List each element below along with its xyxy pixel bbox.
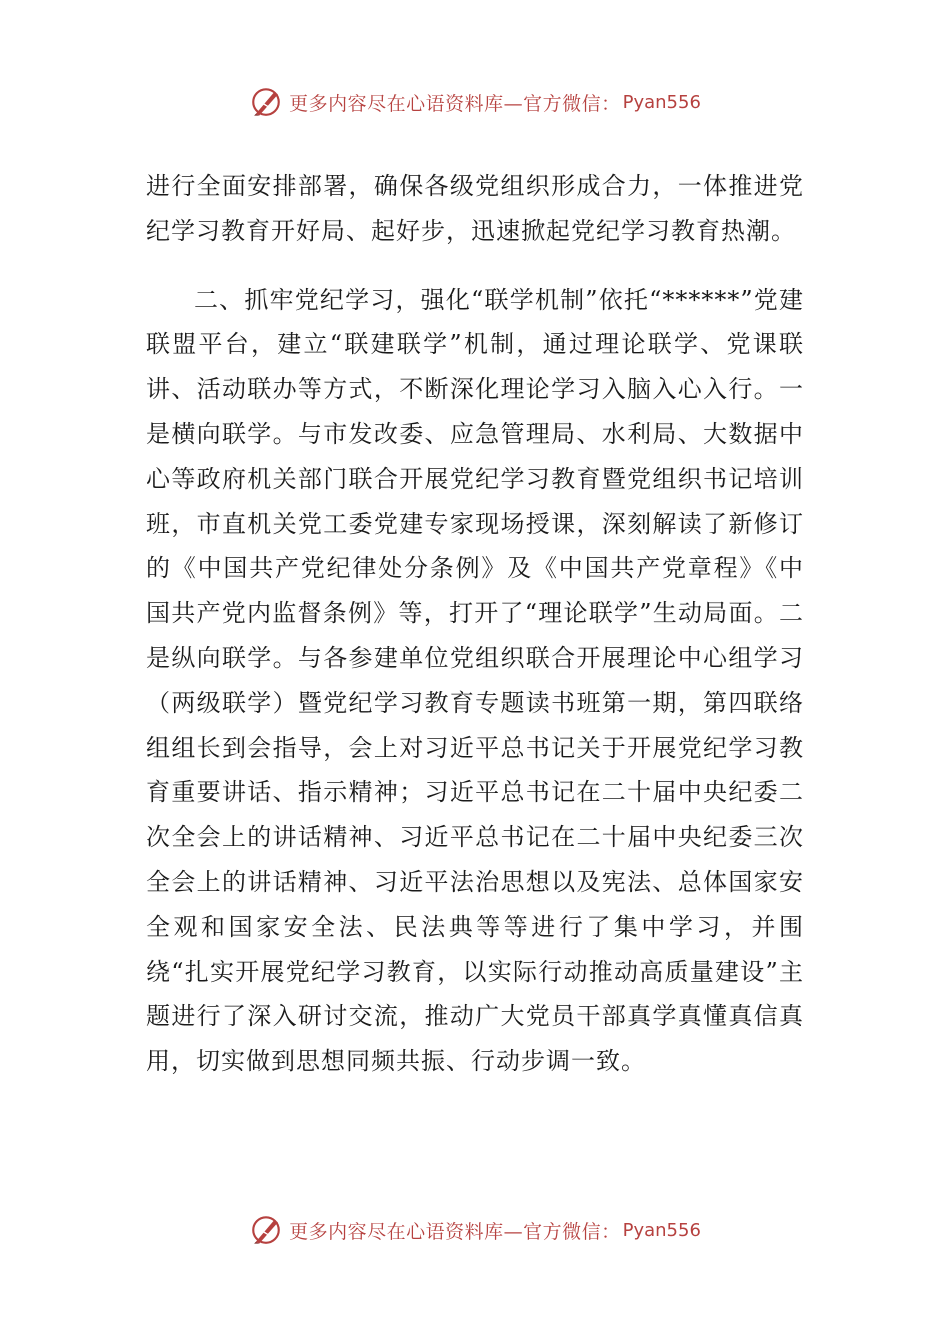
paragraph-section-two: 二、抓牢党纪学习，强化“联学机制”依托“******”党建联盟平台，建立“联建联学”机制，通过理论联学、党课联讲、活动联办等方式，不断深化理论学习入脑入心入行。一是横向联学。与市发改委、应急管理局、水利局、大数据中心等政府机关部门联合开展党纪学习教育暨党组织书记培训班，市直机关党工委党建专家现场授课，深刻解读了新修订的《中国共产党纪律处分条例》及《中国共产党章程》《中国共产党内监督条例》等，打开了“理论联学”生动局面。二是纵向联学。与各参建单位党组织联合开展理论中心组学习（两级联学）暨党纪学习教育专题读书班第一期，第四联络组组长到会指导，会上对习近平总书记关于开展党纪学习教育重要讲话、指示精神；习近平总书记在二十届中央纪委二次全会上的讲话精神、习近平总书记在二十届中央纪委三次全会上的讲话精神、习近平法治思想以及宪法、总体国家安全观和国家安全法、民法典等等进行了集中学习，并围绕“扎实开展党纪学习教育，以实际行动推动高质量建设”主题进行了深入研讨交流，推动广大党员干部真学真懂真信真用，切实做到思想同频共振、行动步调一致。 bbox=[146, 285, 804, 1076]
watermark-text: 更多内容尽在心语资料库—官方微信： bbox=[289, 92, 621, 115]
watermark-text: 更多内容尽在心语资料库—官方微信： bbox=[289, 1220, 621, 1243]
footer-watermark-banner bbox=[0, 1208, 950, 1252]
wechat-id: Pyan556 bbox=[622, 91, 701, 113]
pen-logo-icon bbox=[249, 1213, 283, 1247]
header-watermark-banner bbox=[0, 80, 950, 124]
wechat-id: Pyan556 bbox=[622, 1219, 701, 1241]
pen-logo-icon bbox=[249, 85, 283, 119]
document-body bbox=[146, 164, 804, 1084]
paragraph-continuation: 进行全面安排部署，确保各级党组织形成合力，一体推进党纪学习教育开好局、起好步，迅速掀起党纪学习教育热潮。 bbox=[146, 172, 804, 245]
paragraph-spacer bbox=[146, 254, 804, 278]
